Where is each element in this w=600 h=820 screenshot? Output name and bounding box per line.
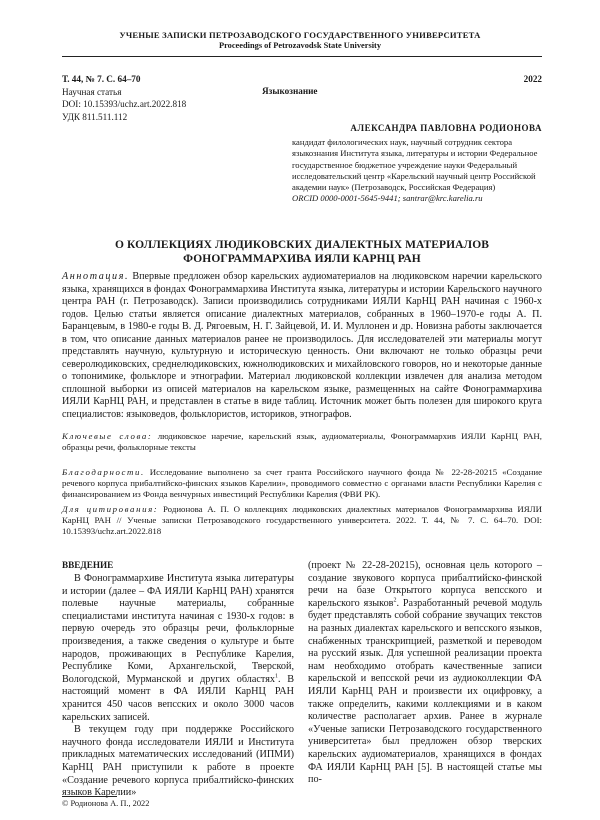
author-affiliation [292, 137, 542, 205]
intro-p1-end: . В настоящий момент в ФА ИЯЛИ КарНЦ РАН хранится 450 часов вепсских и около 3000 часов карельских записей. [62, 673, 295, 723]
keywords [62, 431, 542, 453]
title-line-2: ФОНОГРАММАРХИВА ИЯЛИ КАРНЦ РАН [183, 253, 421, 265]
acknowledgments-text: Исследование выполнено за счет гранта Российского научного фонда № 22-28-20215 «Создание речевого корпуса прибалтийско-финских языков Карелии», проводимого совместно с органами власти Республики Карелия с финансированием из Фонда венчурных инвестиций Республики Карелия (ФВИ РК). [62, 467, 542, 500]
intro-paragraph-1 [62, 573, 294, 724]
volume-info: Т. 44, № 7. С. 64–70 [62, 74, 141, 84]
author-name: АЛЕКСАНДРА ПАВЛОВНА РОДИОНОВА [350, 123, 542, 133]
citation-label: Для цитирования: [62, 504, 159, 514]
article-title [62, 238, 542, 266]
journal-title-ru: УЧЕНЫЕ ЗАПИСКИ ПЕТРОЗАВОДСКОГО ГОСУДАРСТВЕННОГО УНИВЕРСИТЕТА [119, 30, 481, 40]
article-type: Научная статья [62, 86, 122, 97]
title-line-1: О КОЛЛЕКЦИЯХ ЛЮДИКОВСКИХ ДИАЛЕКТНЫХ МАТЕРИАЛОВ [114, 239, 490, 251]
intro-paragraph-2: В текущем году при поддержке Российского научного фонда исследователи ИЯЛИ и Института прикладных математических исследований (ИПМИ) КарНЦ РАН приступили к работе в проекте «Создание речевого корпуса прибалтийско-финских языков Карелии» [62, 724, 294, 799]
citation [62, 504, 542, 538]
abstract [62, 271, 542, 422]
acknowledgments [62, 467, 542, 501]
keywords-label: Ключевые слова: [62, 431, 153, 441]
intro-p3-text: (проект № 22-28-20215), основная цель которого – создание звукового корпуса прибалтийско-финской речи на базе Открытого корпуса вепсского и карельского языков [308, 560, 542, 609]
acknowledgments-label: Благодарности. [62, 467, 145, 477]
section-name: Языкознание [262, 85, 318, 96]
abstract-label: Аннотация. [62, 271, 130, 282]
keywords-text: людиковское наречие, карельский язык, аудиоматериалы, Фонограммархив ИЯЛИ КарНЦ РАН, образцы речи, фольклорные тексты [62, 431, 542, 453]
doi[interactable]: DOI: 10.15393/uchz.art.2022.818 [62, 99, 187, 109]
intro-p1-text: В Фонограммархиве Института языка литературы и истории (далее – ФА ИЯЛИ КарНЦ РАН) хранятся полевые научные материалы, собранные специалистами института начиная с 1930-х годов: в первую очередь это образцы речи, фольклорные произведения, а также сведения о культуре и быте народов, проживающих в Республике Карелия, Республике Коми, Архангельской, Тверской, Вологодской, Мурманской и других областях [62, 573, 294, 685]
header-rule [62, 56, 542, 57]
footnote-1-marker[interactable]: 1 [274, 673, 278, 680]
orcid-email[interactable]: ORCID 0000-0001-5645-9441; santrar@krc.karelia.ru [292, 193, 483, 204]
intro-heading: ВВЕДЕНИЕ [62, 560, 114, 570]
intro-column-right [308, 560, 542, 787]
copyright: © Родионова А. П., 2022 [62, 799, 150, 808]
intro-p3-end: . Разработанный речевой модуль будет представлять собой собрание звучащих текстов на разных диалектах карельского и вепсского языков, снабженных транскрипцией, разметкой и переводом на русский язык. Для успешной реализации проекта нам необходимо отобрать качественные записи карельской и вепсской речи из аудиоколлекции ФА ИЯЛИ КарНЦ РАН и произвести их оцифровку, а также определить, какими коллекциями и в каком количестве располагает архив. Ранее в журнале «Ученые записки Петрозаводского государственного университета» был предложен обзор тверских карельских аудиоматериалов, хранящихся в фондах ФА ИЯЛИ КарНЦ РАН [5]. В настоящей статье мы по- [308, 597, 542, 786]
abstract-text: Впервые предложен обзор карельских аудиоматериалов на людиковском наречии карельского языка, хранящихся в фондах Фонограммархива Института языка, литературы и истории Карельского научного центра РАН (г. Петрозаводск). Записи производились сотрудниками ИЯЛИ КарНЦ РАН начиная с 1960-х годов. Целью статьи является описание диалектных материалов, собранных в 1960–1970-е годы А. П. Баранцевым, в 1980-е годы В. Д. Рягоевым, Н. Г. Зайцевой, И. И. Муллонен и др. Новизна работы заключается в том, что описание данных материалов ранее не производилось. Для исследователей эти материалы могут представлять научную, культурную и историческую ценность. Они включают не только образцы речи северолюдиковских, среднелюдиковских, южнолюдиковских и михайловского говоров, но и некоторые данные о топонимике, фольклоре и этнографии. Материал людиковской коллекции извлечен для анализа методом сплошной выборки из описей материалов на карельском языке, размещенных на сайте Фонограммархива ИЯЛИ КарНЦ РАН, и представлен в статье в виде таблиц. Источник может быть полезен для широкого круга специалистов: языковедов, фольклористов, историков, этнографов. [62, 271, 542, 421]
journal-title-en: Proceedings of Petrozavodsk State University [218, 41, 382, 50]
intro-column-left [62, 573, 294, 800]
footnote-rule [62, 796, 117, 797]
intro-paragraph-3 [308, 560, 542, 787]
udc: УДК 811.511.112 [62, 111, 128, 122]
footnote-2-marker[interactable]: 2 [393, 597, 397, 604]
publication-year: 2022 [523, 74, 542, 84]
affiliation-text: кандидат филологических наук, научный сотрудник сектора языкознания Института языка, литературы и истории Федеральное государственное бюджетное учреждение науки Федеральный исследовательский центр «Карельский научный центр Российской академии наук» (Петрозаводск, Российская Федерация) [292, 137, 538, 193]
citation-text: Родионова А. П. О коллекциях людиковских диалектных материалов Фонограммархива ИЯЛИ КарНЦ РАН // Ученые записки Петрозаводского государственного университета. 2022. Т. 44, № 7. С. 64–70. DOI: 10.15393/uchz.art.2022.818 [62, 504, 542, 537]
